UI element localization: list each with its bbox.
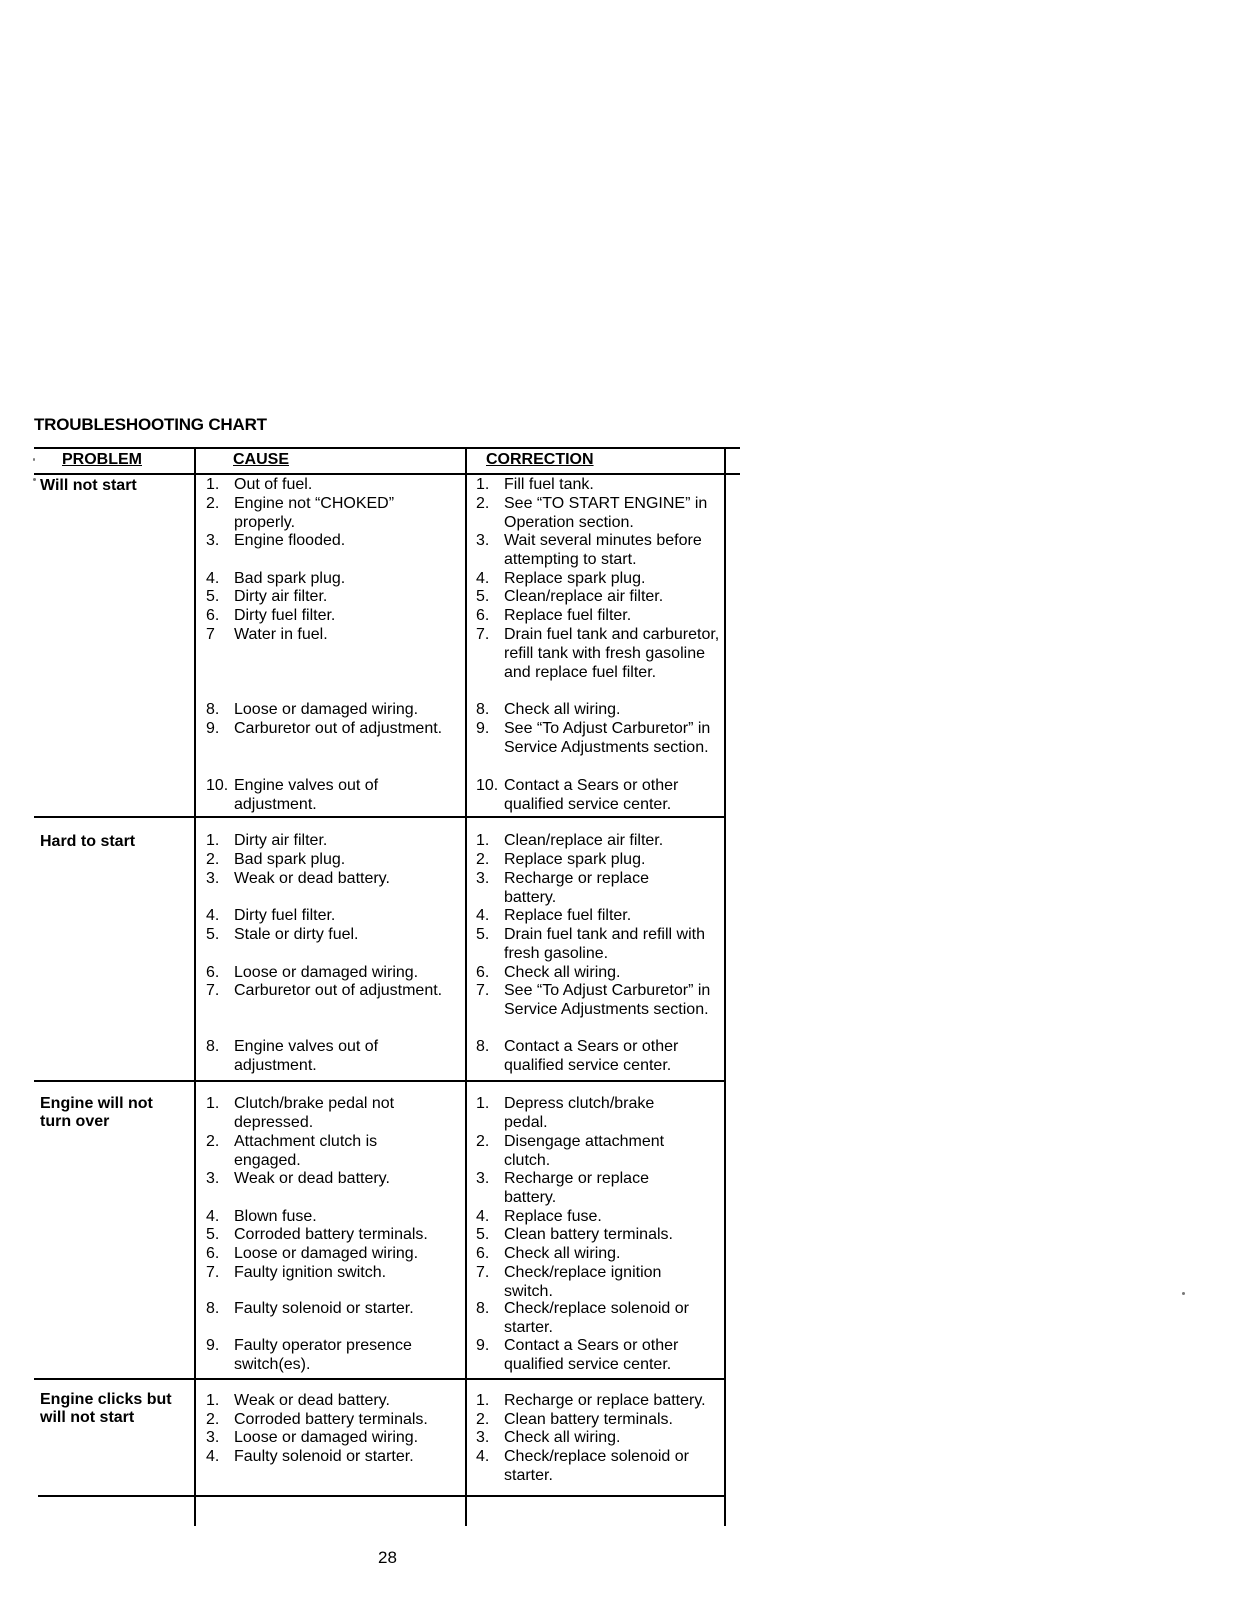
cause-number: 5. — [206, 926, 220, 943]
correction-text: See “TO START ENGINE” in Operation section. — [504, 495, 708, 531]
cause-item — [206, 720, 504, 739]
cause-text: Weak or dead battery. — [234, 1170, 390, 1187]
correction-item — [476, 532, 716, 570]
cause-item — [206, 982, 504, 1001]
cause-number: 5. — [206, 588, 220, 605]
correction-text: Fill fuel tank. — [504, 476, 594, 493]
cause-number: 9. — [206, 1337, 220, 1354]
problem-label: Will not start — [40, 477, 137, 494]
cause-number: 3. — [206, 870, 220, 887]
correction-number: 8. — [476, 1038, 490, 1055]
cause-item — [206, 1429, 504, 1448]
correction-item — [476, 1095, 676, 1133]
cause-text: Dirty air filter. — [234, 588, 328, 605]
column-divider-cause — [194, 447, 196, 1526]
cause-item — [206, 1448, 504, 1467]
correction-text: Replace fuel filter. — [504, 607, 632, 624]
cause-item — [206, 832, 504, 851]
cause-text: Weak or dead battery. — [234, 870, 390, 887]
cause-number: 8. — [206, 701, 220, 718]
correction-item — [476, 1226, 756, 1245]
cause-number: 7. — [206, 1264, 220, 1281]
cause-number: 4. — [206, 907, 220, 924]
correction-text: Recharge or replace battery. — [504, 870, 649, 906]
chart-title: TROUBLESHOOTING CHART — [34, 415, 267, 434]
correction-item — [476, 870, 676, 908]
correction-text: Replace fuse. — [504, 1208, 602, 1225]
correction-number: 7. — [476, 626, 490, 643]
cause-text: Corroded battery terminals. — [234, 1226, 428, 1243]
cause-text: Weak or dead battery. — [234, 1392, 390, 1409]
cause-text: Faulty ignition switch. — [234, 1264, 387, 1281]
cause-text: Bad spark plug. — [234, 570, 346, 587]
section-rule — [34, 1080, 726, 1082]
table-top-rule — [34, 447, 740, 449]
correction-item — [476, 777, 736, 815]
cause-item — [206, 1264, 504, 1283]
correction-number: 4. — [476, 907, 490, 924]
correction-number: 8. — [476, 1300, 490, 1317]
correction-text: Recharge or replace battery. — [504, 1392, 706, 1409]
correction-number: 10. — [476, 777, 499, 794]
cause-number: 8. — [206, 1300, 220, 1317]
correction-number: 7. — [476, 982, 490, 999]
cause-number: 4. — [206, 1208, 220, 1225]
correction-number: 3. — [476, 870, 490, 887]
cause-item — [206, 1208, 504, 1227]
correction-number: 5. — [476, 1226, 490, 1243]
correction-number: 9. — [476, 720, 490, 737]
cause-item — [206, 1038, 406, 1076]
cause-text: Carburetor out of adjustment. — [234, 720, 443, 737]
cause-item — [206, 1337, 446, 1375]
cause-text: Loose or damaged wiring. — [234, 1245, 419, 1262]
cause-item — [206, 964, 504, 983]
cause-number: 3. — [206, 1429, 220, 1446]
correction-item — [476, 1411, 756, 1430]
correction-text: Check/replace solenoid or starter. — [504, 1448, 689, 1484]
correction-text: Check all wiring. — [504, 1429, 621, 1446]
correction-item — [476, 1392, 736, 1411]
correction-number: 5. — [476, 926, 490, 943]
correction-item — [476, 851, 756, 870]
correction-item — [476, 720, 726, 758]
cause-text: Dirty air filter. — [234, 832, 328, 849]
correction-item — [476, 1429, 756, 1448]
correction-item — [476, 701, 756, 720]
correction-text: Clean/replace air filter. — [504, 588, 664, 605]
correction-item — [476, 1245, 756, 1264]
correction-item — [476, 1264, 691, 1302]
cause-text: Loose or damaged wiring. — [234, 701, 419, 718]
correction-number: 3. — [476, 1429, 490, 1446]
correction-item — [476, 926, 706, 964]
cause-item — [206, 701, 504, 720]
cause-number: 5. — [206, 1226, 220, 1243]
correction-text: Contact a Sears or other qualified service center. — [504, 777, 679, 813]
correction-text: Check/replace ignition switch. — [504, 1264, 662, 1300]
correction-text: Check all wiring. — [504, 1245, 621, 1262]
correction-number: 1. — [476, 476, 490, 493]
correction-item — [476, 982, 726, 1020]
cause-text: Dirty fuel filter. — [234, 907, 336, 924]
cause-item — [206, 851, 504, 870]
cause-item — [206, 777, 406, 815]
cause-item — [206, 532, 504, 551]
scan-speck — [33, 458, 35, 461]
correction-item — [476, 1133, 691, 1171]
correction-item — [476, 832, 756, 851]
cause-number: 6. — [206, 964, 220, 981]
cause-number: 1. — [206, 1392, 220, 1409]
header-problem: PROBLEM — [62, 451, 142, 468]
cause-text: Out of fuel. — [234, 476, 313, 493]
correction-text: Wait several minutes before attempting to start. — [504, 532, 702, 568]
correction-number: 6. — [476, 607, 490, 624]
correction-item — [476, 1337, 736, 1375]
cause-text: Loose or damaged wiring. — [234, 964, 419, 981]
problem-label: Hard to start — [40, 833, 136, 850]
correction-number: 3. — [476, 532, 490, 549]
correction-item — [476, 607, 756, 626]
correction-text: Clean battery terminals. — [504, 1411, 673, 1428]
cause-item — [206, 907, 504, 926]
header-correction: CORRECTION — [486, 451, 594, 468]
scan-speck — [1182, 1292, 1185, 1295]
cause-item — [206, 1392, 504, 1411]
correction-text: Replace spark plug. — [504, 851, 646, 868]
cause-number: 6. — [206, 607, 220, 624]
cause-number: 8. — [206, 1038, 220, 1055]
correction-text: Check all wiring. — [504, 964, 621, 981]
correction-text: Contact a Sears or other qualified service center. — [504, 1038, 679, 1074]
cause-item — [206, 626, 504, 645]
correction-text: See “To Adjust Carburetor” in Service Adjustments section. — [504, 982, 711, 1018]
correction-text: Check all wiring. — [504, 701, 621, 718]
cause-item — [206, 570, 504, 589]
correction-item — [476, 1170, 676, 1208]
cause-number: 9. — [206, 720, 220, 737]
cause-number: 7 — [206, 626, 215, 643]
cause-item — [206, 476, 504, 495]
correction-number: 6. — [476, 964, 490, 981]
cause-number: 3. — [206, 532, 220, 549]
correction-number: 2. — [476, 495, 490, 512]
cause-item — [206, 1095, 426, 1133]
cause-text: Engine valves out of adjustment. — [234, 777, 379, 813]
correction-number: 4. — [476, 1448, 490, 1465]
cause-text: Water in fuel. — [234, 626, 328, 643]
cause-text: Bad spark plug. — [234, 851, 346, 868]
correction-item — [476, 1300, 726, 1338]
correction-text: Clean/replace air filter. — [504, 832, 664, 849]
cause-number: 7. — [206, 982, 220, 999]
cause-item — [206, 926, 504, 945]
cause-item — [206, 1226, 504, 1245]
correction-item — [476, 1448, 726, 1486]
cause-text: Faulty solenoid or starter. — [234, 1448, 414, 1465]
cause-item — [206, 1245, 504, 1264]
cause-number: 2. — [206, 851, 220, 868]
scan-speck — [33, 478, 36, 481]
cause-number: 1. — [206, 1095, 220, 1112]
cause-number: 4. — [206, 1448, 220, 1465]
correction-item — [476, 588, 756, 607]
correction-text: Clean battery terminals. — [504, 1226, 673, 1243]
cause-text: Attachment clutch is engaged. — [234, 1133, 378, 1169]
problem-label: Engine will not turn over — [40, 1095, 153, 1130]
cause-item — [206, 1300, 504, 1319]
cause-number: 6. — [206, 1245, 220, 1262]
header-cause: CAUSE — [233, 451, 290, 468]
correction-text: Replace fuel filter. — [504, 907, 632, 924]
cause-text: Carburetor out of adjustment. — [234, 982, 443, 999]
correction-text: See “To Adjust Carburetor” in Service Adjustments section. — [504, 720, 711, 756]
correction-text: Depress clutch/brake pedal. — [504, 1095, 655, 1131]
correction-number: 4. — [476, 570, 490, 587]
correction-text: Drain fuel tank and carburetor, refill tank with fresh gasoline and replace fuel filter. — [504, 626, 720, 681]
cause-number: 3. — [206, 1170, 220, 1187]
table-bottom-rule — [38, 1495, 726, 1497]
header-rule — [34, 473, 740, 475]
cause-number: 2. — [206, 1133, 220, 1150]
correction-item — [476, 964, 756, 983]
correction-item — [476, 495, 738, 533]
section-rule — [34, 1378, 726, 1380]
cause-text: Clutch/brake pedal not depressed. — [234, 1095, 395, 1131]
cause-text: Stale or dirty fuel. — [234, 926, 359, 943]
cause-text: Corroded battery terminals. — [234, 1411, 428, 1428]
correction-text: Replace spark plug. — [504, 570, 646, 587]
cause-item — [206, 1411, 504, 1430]
problem-label: Engine clicks but will not start — [40, 1391, 172, 1426]
correction-item — [476, 1208, 756, 1227]
cause-number: 10. — [206, 777, 229, 794]
cause-number: 4. — [206, 570, 220, 587]
correction-number: 1. — [476, 1392, 490, 1409]
cause-item — [206, 495, 416, 533]
cause-text: Dirty fuel filter. — [234, 607, 336, 624]
cause-text: Loose or damaged wiring. — [234, 1429, 419, 1446]
cause-text: Faulty solenoid or starter. — [234, 1300, 414, 1317]
cause-number: 2. — [206, 495, 220, 512]
correction-item — [476, 626, 726, 682]
correction-number: 8. — [476, 701, 490, 718]
cause-item — [206, 870, 504, 889]
correction-number: 3. — [476, 1170, 490, 1187]
correction-number: 4. — [476, 1208, 490, 1225]
correction-number: 7. — [476, 1264, 490, 1281]
correction-number: 6. — [476, 1245, 490, 1262]
correction-number: 2. — [476, 851, 490, 868]
cause-text: Engine valves out of adjustment. — [234, 1038, 379, 1074]
correction-text: Disengage attachment clutch. — [504, 1133, 665, 1169]
cause-text: Engine flooded. — [234, 532, 346, 549]
correction-item — [476, 476, 756, 495]
correction-item — [476, 1038, 736, 1076]
cause-item — [206, 607, 504, 626]
cause-number: 1. — [206, 476, 220, 493]
cause-number: 1. — [206, 832, 220, 849]
correction-text: Check/replace solenoid or starter. — [504, 1300, 689, 1336]
cause-number: 2. — [206, 1411, 220, 1428]
cause-text: Engine not “CHOKED” properly. — [234, 495, 395, 531]
section-rule — [34, 816, 726, 818]
correction-text: Recharge or replace battery. — [504, 1170, 649, 1206]
correction-number: 2. — [476, 1133, 490, 1150]
cause-text: Blown fuse. — [234, 1208, 317, 1225]
correction-text: Contact a Sears or other qualified service center. — [504, 1337, 679, 1373]
correction-text: Drain fuel tank and refill with fresh gasoline. — [504, 926, 705, 962]
correction-number: 1. — [476, 1095, 490, 1112]
cause-text: Faulty operator presence switch(es). — [234, 1337, 412, 1373]
correction-item — [476, 570, 756, 589]
correction-number: 5. — [476, 588, 490, 605]
correction-number: 2. — [476, 1411, 490, 1428]
page-number: 28 — [378, 1548, 397, 1567]
cause-item — [206, 1133, 406, 1171]
correction-item — [476, 907, 756, 926]
troubleshooting-table — [34, 447, 740, 1526]
correction-number: 1. — [476, 832, 490, 849]
cause-item — [206, 1170, 504, 1189]
cause-item — [206, 588, 504, 607]
correction-number: 9. — [476, 1337, 490, 1354]
